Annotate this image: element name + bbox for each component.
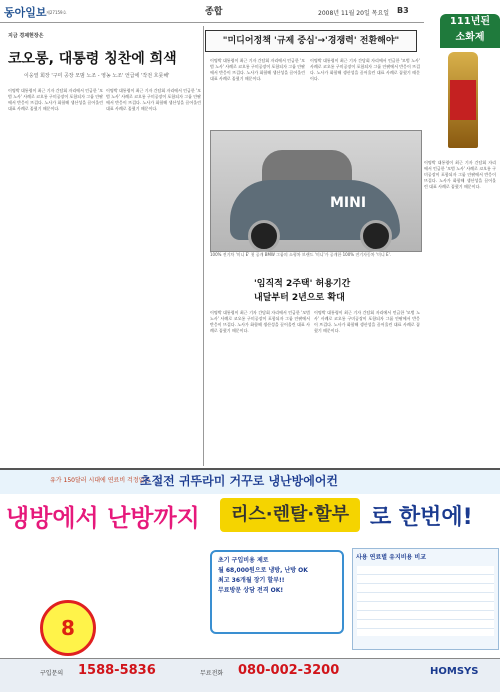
issue-date: 2008년 11월 20일 목요일 [318, 10, 390, 17]
footer-phone-2: 080-002-3200 [238, 663, 340, 678]
ad-cost-table [352, 548, 499, 650]
footer-label-2: 무료전화 [200, 670, 224, 677]
ad-main-left: 냉방에서 난방까지 [6, 504, 200, 532]
bottle-label [450, 80, 476, 120]
article-kicker: 지금 경제현장은 [8, 33, 44, 39]
car-logo-text: MINI [330, 195, 367, 211]
promo-line-1: 초기 구입비용 제로 [218, 557, 269, 564]
ad-tagline: 유가 150달러 시대에 연료비 걱정없는 [50, 477, 151, 484]
ad-top-headline: 초절전 귀뚜라미 거꾸로 냉난방에어컨 [140, 474, 339, 488]
article-body-col2: 이명박 대통령이 최근 기자 간담회 자리에서 언급한 '모범 노사' 사례로 코오롱 구미공장이 포함되자 그룹 안팎에서 반응이 뜨겁다. 노사가 화합해 생산성을 끌어올린 대표 사례로 꼽혔기 때문이다. [106, 88, 201, 111]
ad-table-rows [357, 566, 494, 636]
ad-main-mid: 리스·렌탈·할부 [220, 498, 360, 532]
car-wheel-rear [360, 220, 392, 252]
page-number: B3 [397, 6, 409, 15]
media-article-col2: 이명박 대통령이 최근 기자 간담회 자리에서 언급한 '모범 노사' 사례로 코오롱 구미공장이 포함되자 그룹 안팎에서 반응이 뜨겁다. 노사가 화합해 생산성을 끌어올린 대표 사례로 꼽혔기 때문이다. [310, 58, 420, 81]
media-article-col1: 이명박 대통령이 최근 기자 간담회 자리에서 언급한 '모범 노사' 사례로 코오롱 구미공장이 포함되자 그룹 안팎에서 반응이 뜨겁다. 노사가 화합해 생산성을 끌어올린 대표 사례로 꼽혔기 때문이다. [210, 58, 305, 81]
newspaper-logo: 동아일보 [4, 6, 47, 19]
promo-line-4: 무료방문 상담 전격 OK! [218, 587, 284, 594]
footer-brand-logo: HOMSYS [430, 666, 479, 677]
article-subheadline: 이웅열 회장 '구미 공장 모범 노조 - 영농 노조' 언급에 '작전 흐뭇해' [24, 73, 170, 79]
right-ad-badge [440, 14, 500, 48]
issue-number: 제27159호 [46, 10, 67, 15]
photo-caption: 100% 전기차 '미니 E' 첫 공개 BMW 그룹의 소형차 브랜드 '미니'가 공개한 100% 전기자동차 '미니 E'. [210, 252, 391, 257]
promo-line-3: 최고 36개월 장기 할부!! [218, 577, 285, 584]
housing-article-col2: 이명박 대통령이 최근 기자 간담회 자리에서 언급한 '모범 노사' 사례로 코오롱 구미공장이 포함되자 그룹 안팎에서 반응이 뜨겁다. 노사가 화합해 생산성을 끌어올린 대표 사례로 꼽혔기 때문이다. [314, 310, 420, 333]
right-ad-badge-line2: 소화제 [455, 32, 485, 43]
housing-article-col1: 이명박 대통령이 최근 기자 간담회 자리에서 언급한 '모범 노사' 사례로 코오롱 구미공장이 포함되자 그룹 안팎에서 반응이 뜨겁다. 노사가 화합해 생산성을 끌어올린 대표 사례로 꼽혔기 때문이다. [210, 310, 310, 333]
article-body-col1: 이명박 대통령이 최근 기자 간담회 자리에서 언급한 '모범 노사' 사례로 코오롱 구미공장이 포함되자 그룹 안팎에서 반응이 뜨겁다. 노사가 화합해 생산성을 끌어올린 대표 사례로 꼽혔기 때문이다. [8, 88, 103, 111]
footer-label-1: 구입문의 [40, 670, 64, 677]
section-title: 종합 [205, 7, 223, 17]
car-wheel-front [248, 220, 280, 252]
ad-promo-circle: 8 [40, 600, 96, 656]
housing-headline-line1: '임직적 2주택' 허용기간 [254, 279, 351, 289]
housing-headline-line2: 내달부터 2년으로 확대 [254, 293, 345, 303]
promo-line-2: 월 68,000원으로 냉방, 난방 OK [218, 567, 308, 574]
right-ad-badge-line1: 111년된 [449, 16, 491, 27]
right-column-article: 이명박 대통령이 최근 기자 간담회 자리에서 언급한 '모범 노사' 사례로 코오롱 구미공장이 포함되자 그룹 안팎에서 반응이 뜨겁다. 노사가 화합해 생산성을 끌어올린 대표 사례로 꼽혔기 때문이다. [424, 160, 496, 189]
footer-phone-1: 1588-5836 [78, 663, 156, 678]
article-headline: 코오롱, 대통령 칭찬에 희색 [8, 51, 177, 67]
media-policy-banner: "미디어정책 '규제 중심'→'경쟁력' 전환해야" [205, 30, 417, 52]
ad-table-title: 사용 연료별 유지비용 비교 [356, 554, 427, 561]
column-divider [203, 26, 204, 466]
ad-promo-box [210, 550, 344, 634]
ad-main-right: 로 한번에! [370, 505, 473, 530]
